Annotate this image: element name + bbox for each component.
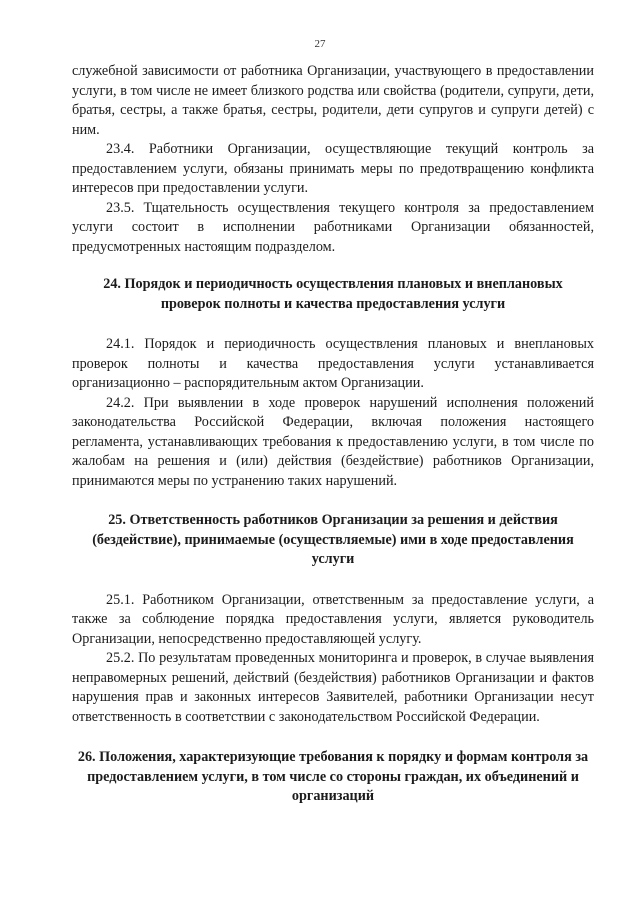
paragraph-24-1: 24.1. Порядок и периодичность осуществления плановых и внеплановых проверок полноты и качества предоставления услуги устанавливается организационно – распорядительным актом Организации. bbox=[72, 336, 594, 391]
paragraph-23-5: 23.5. Тщательность осуществления текущего контроля за предоставлением услуги состоит в исполнении работниками Организации обязанностей, предусмотренных настоящим подразделом. bbox=[72, 199, 594, 255]
section-24-heading: 24. Порядок и периодичность осуществления плановых и внеплановых проверок полноты и качества предоставления услуги bbox=[103, 276, 563, 312]
paragraph-25-2: 25.2. По результатам проведенных мониторинга и проверок, в случае выявления неправомерных решений, действий (бездействия) работников Организации и фактов нарушения прав и законных интересов Заявителей, работники Организации несут ответственность в соответствии с законодательством Российской Федерации. bbox=[72, 650, 594, 725]
section-25-heading: 25. Ответственность работников Организации за решения и действия (бездействие), принимаемые (осуществляемые) ими в ходе предоставления услуги bbox=[92, 512, 574, 567]
section-26-heading: 26. Положения, характеризующие требования к порядку и формам контроля за предоставлением услуги, в том числе со стороны граждан, их объединений и организаций bbox=[77, 749, 589, 804]
paragraph-24-2: 24.2. При выявлении в ходе проверок нарушений исполнения положений законодательства Российской Федерации, включая положения настоящего регламента, устанавливающих требования к предоставлению услуги, в том числе по жалобам на решения и (или) действия (бездействие) работников Организации, принимаются меры по устранению таких нарушений. bbox=[72, 394, 594, 489]
paragraph-23-4: 23.4. Работники Организации, осуществляющие текущий контроль за предоставлением услуги, обязаны принимать меры по предотвращению конфликта интересов при предоставлении услуги. bbox=[72, 141, 594, 196]
paragraph-continuation: служебной зависимости от работника Организации, участвующего в предоставлении услуги, в том числе не имеет близкого родства или свойства (родители, супруги, дети, братья, сестры, а также братья, сестры, родители, дети супругов и супруги детей) с ним. bbox=[72, 63, 594, 138]
paragraph-25-1: 25.1. Работником Организации, ответственным за предоставление услуги, а также за соблюдение порядка предоставления услуги, является руководитель Организации, непосредственно предоставляющей услугу. bbox=[72, 591, 594, 647]
document-body bbox=[72, 62, 594, 807]
page-number: 27 bbox=[314, 38, 326, 50]
